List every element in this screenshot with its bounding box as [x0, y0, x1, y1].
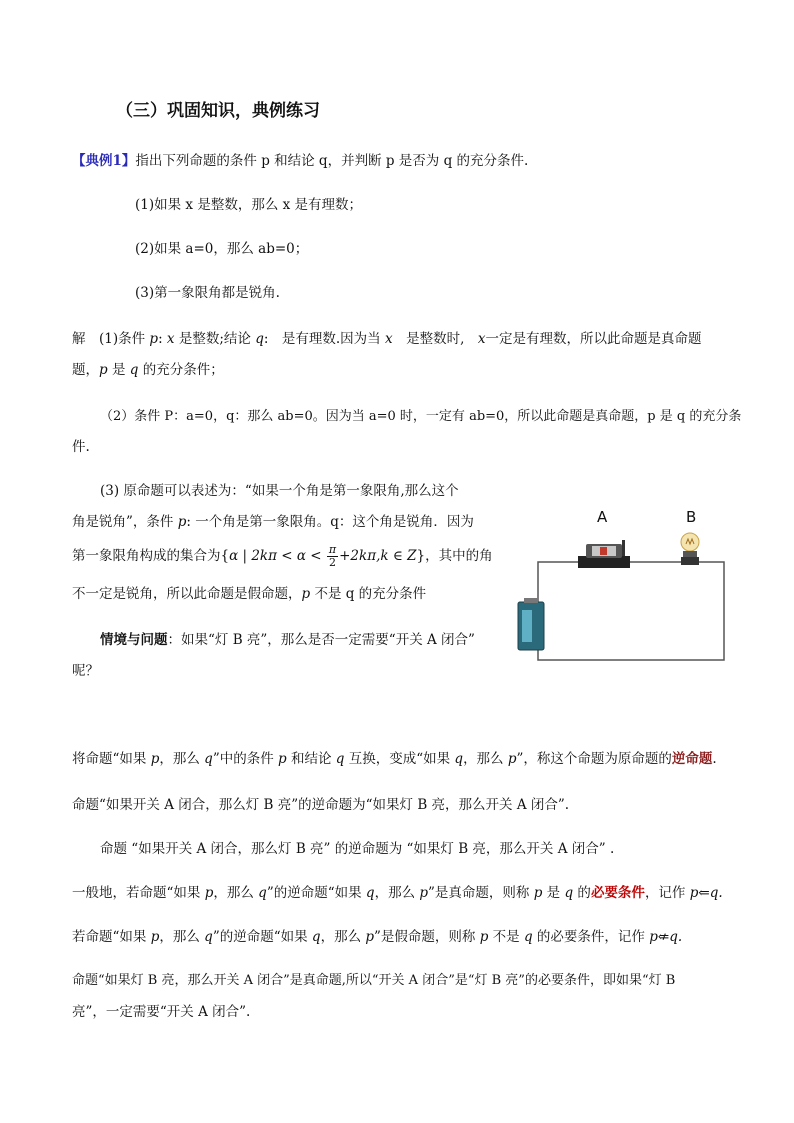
solution-2-line-1: （2）条件 P：a=0，q：那么 ab=0。因为当 a=0 时，一定有 ab=0，所以此命题是真命题，p 是 q 的充分条	[100, 409, 742, 424]
example-item-2: (2)如果 a=0，那么 ab=0；	[135, 241, 309, 257]
converse-line-5: 若命题“如果 p，那么 q”的逆命题“如果 q，那么 p”是假命题，则称 p 不是 q 的必要条件，记作 p⇍q.	[72, 929, 683, 945]
circuit-figure	[500, 500, 735, 670]
solution-3-line-2: 角是锐角”，条件 p: 一个角是第一象限角。q：这个角是锐角．因为	[72, 514, 474, 530]
converse-line-1: 将命题“如果 p，那么 q”中的条件 p 和结论 q 互换，变成“如果 q，那么 p”，称这个命题为原命题的逆命题.	[72, 751, 717, 767]
pi-over-2-fraction: $\frac{\pi}{2}$	[328, 543, 337, 569]
example-prompt: 【典例1】指出下列命题的条件 p 和结论 q，并判断 p 是否为 q 的充分条件.	[72, 153, 529, 169]
converse-line-6: 命题“如果灯 B 亮，那么开关 A 闭合”是真命题,所以“开关 A 闭合”是“灯 B 亮”的必要条件，即如果“灯 B	[72, 973, 676, 988]
circuit-wire	[538, 562, 724, 660]
solution-3-line-1: (3) 原命题可以表述为：“如果一个角是第一象限角,那么这个	[100, 483, 459, 499]
solution-3-line-3: 第一象限角构成的集合为{α | 2kπ < α < $\frac{\pi}{2}$ +2kπ,k ∈ Z}，其中的角	[72, 543, 493, 569]
solution-1-line-1: 解 (1)条件 p: x 是整数;结论 q: 是有理数.因为当 x 是整数时, x一定是有理数，所以此命题是真命题	[72, 331, 702, 347]
switch-label-a: A	[597, 508, 608, 526]
example-item-1: (1)如果 x 是整数，那么 x 是有理数；	[135, 197, 363, 213]
term-necessary-condition: 必要条件	[590, 885, 645, 901]
solution-1-line-2: 题，p 是 q 的充分条件；	[72, 362, 224, 378]
example-item-3: (3)第一象限角都是锐角.	[135, 285, 280, 301]
example-tag: 【典例1】	[72, 153, 136, 169]
solution-2-line-2: 件.	[72, 439, 90, 455]
term-converse: 逆命题	[671, 751, 713, 767]
battery-icon	[518, 598, 544, 650]
section-title: （三）巩固知识，典例练习	[116, 101, 320, 121]
bulb-label-b: B	[686, 508, 697, 526]
switch-a-icon	[578, 540, 630, 568]
converse-line-3: 命题 “如果开关 A 闭合，那么灯 B 亮” 的逆命题为 “如果灯 B 亮，那么开关 A 闭合” .	[100, 841, 615, 857]
scenario-line-1: 情境与问题：如果“灯 B 亮”，那么是否一定需要“开关 A 闭合”	[100, 632, 475, 648]
bulb-b-icon	[681, 533, 699, 565]
converse-line-4: 一般地，若命题“如果 p，那么 q”的逆命题“如果 q，那么 p”是真命题，则称 p 是 q 的必要条件，记作 p⇐q.	[72, 885, 723, 901]
solution-3-line-4: 不一定是锐角，所以此命题是假命题，p 不是 q 的充分条件	[72, 586, 427, 602]
converse-line-2: 命题“如果开关 A 闭合，那么灯 B 亮”的逆命题为“如果灯 B 亮，那么开关 A 闭合”.	[72, 797, 570, 813]
converse-line-7: 亮”，一定需要“开关 A 闭合”.	[72, 1004, 251, 1020]
scenario-line-2: 呢？	[72, 663, 99, 679]
